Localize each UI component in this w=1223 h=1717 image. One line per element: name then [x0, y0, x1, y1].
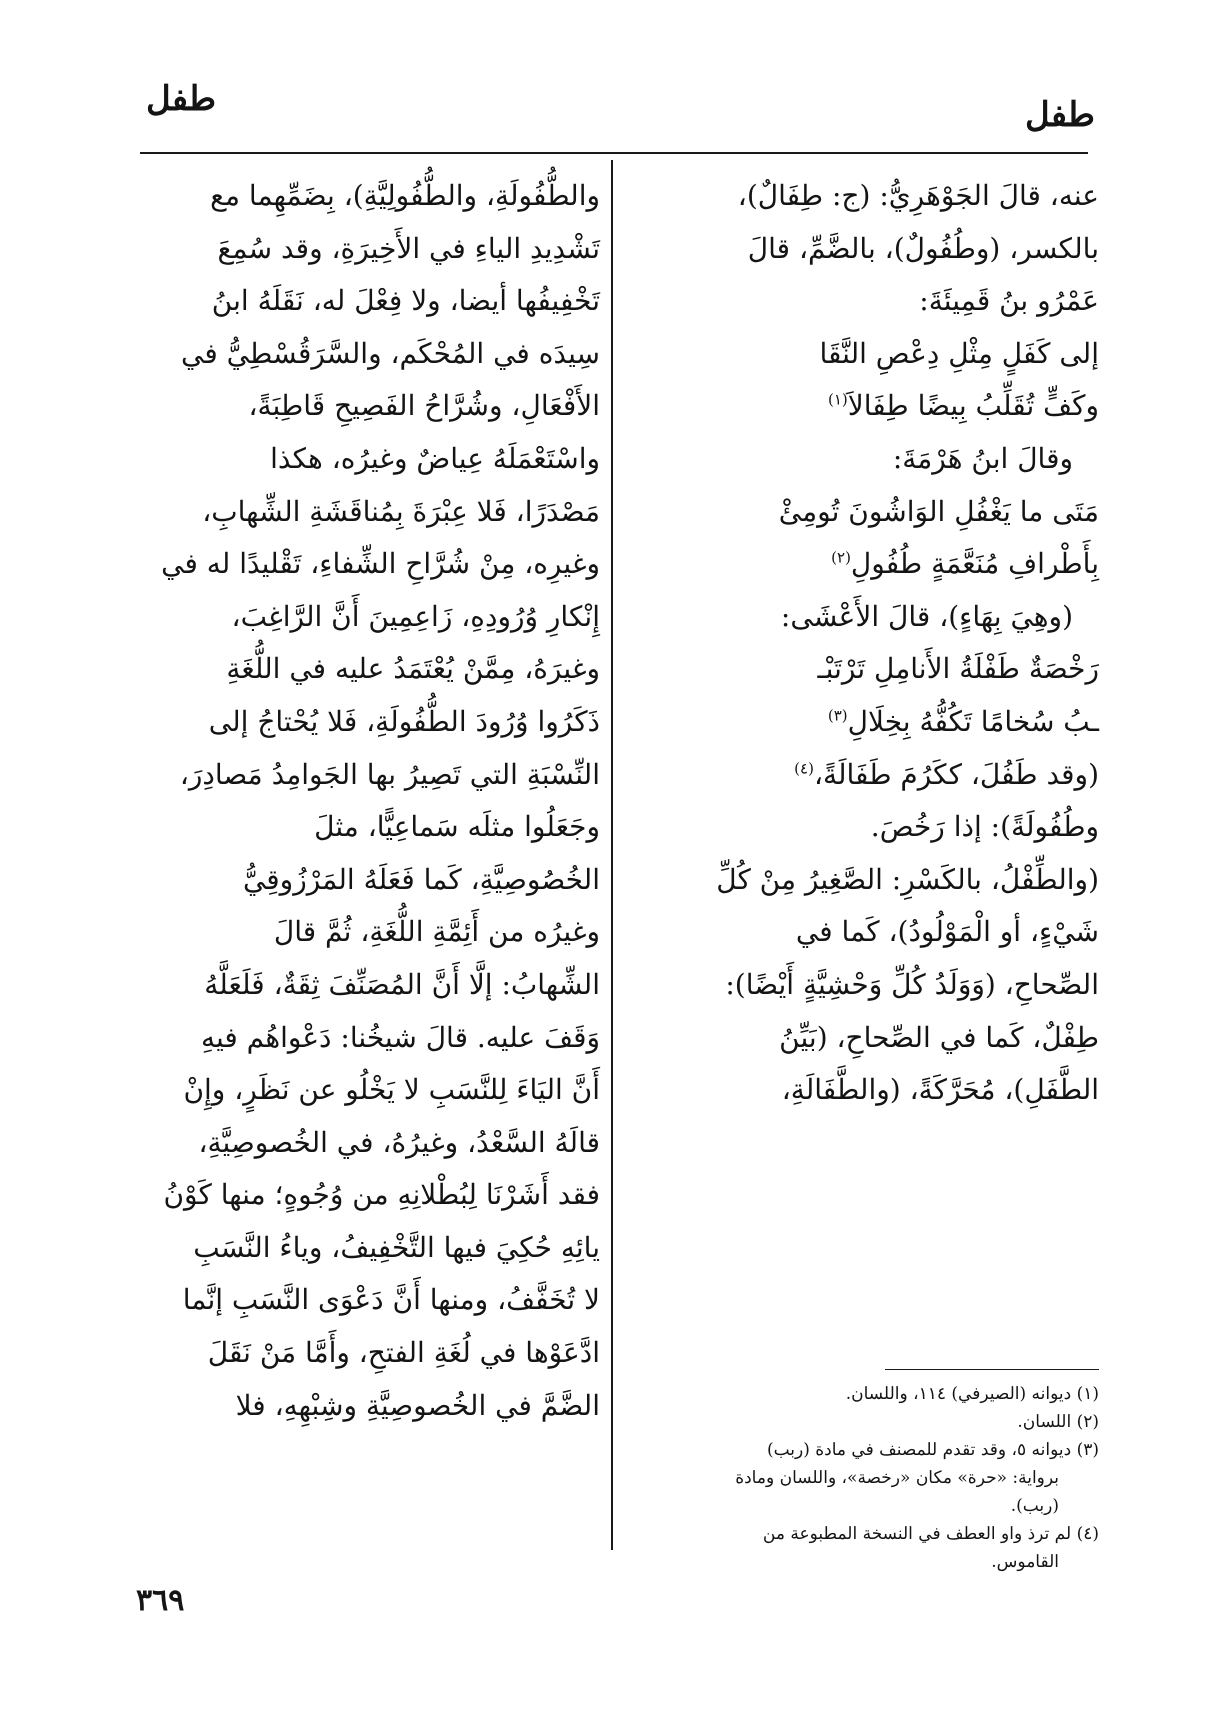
column-divider	[611, 160, 613, 1550]
text-line: الصِّحاحِ، (وَوَلَدُ كُلِّ وَحْشِيَّةٍ أَيْضًا):	[725, 967, 1099, 1001]
text-line: أَنَّ اليَاءَ لِلنَّسَبِ لا يَخْلُو عن نَظَرٍ، وإِنْ	[183, 1073, 600, 1107]
verse-hemistich: مَتَى ما يَغْفُلِ الوَاشُونَ تُومِئْ	[778, 494, 1099, 528]
text-line: تَخْفِيفُها أيضا، ولا فِعْلَ له، نَقَلَهُ ابنُ	[211, 284, 600, 318]
text-line: (والطِّفْلُ، بالكَسْرِ: الصَّغِيرُ مِنْ كُلِّ	[716, 862, 1099, 896]
line-ibn-harma	[631, 433, 1099, 486]
text-line: (وهِيَ بِهَاءٍ)، قالَ الأَعْشَى:	[780, 599, 1073, 633]
footnote-number: (٢)	[1076, 1412, 1099, 1432]
text-line: والطُّفُولَةِ، والطُّفُولِيَّةِ)، بِضَمِّهِما مع	[210, 179, 600, 212]
text-line: قالَهُ السَّعْدُ، وغيرُهُ، في الخُصوصِيَّةِ،	[198, 1125, 600, 1159]
verse-hemistich: رَخْصَةٌ طَفْلَةُ الأَنامِلِ تَرْتَبْـ	[817, 652, 1099, 686]
right-column-intro	[631, 170, 1099, 328]
verse-hemistich: ـبُ سُخامًا تَكُفُّهُ بِخِلَالِ$^{(٣)}$	[827, 704, 1099, 738]
text-line: مَصْدَرًا، فَلا عِبْرَةَ بِمُناقَشَةِ الشِّهابِ،	[202, 494, 600, 528]
text-line: وجَعَلُوا مثلَه سَماعِيًّا، مثلَ	[314, 810, 600, 844]
verse-hemistich: بِأَطْرافِ مُنَعَّمَةٍ طُفُولِ$^{(٢)}$	[831, 547, 1099, 581]
text-line: وطُفُولَةً): إذا رَخُصَ.	[870, 810, 1099, 844]
footnote-rule	[885, 1369, 1099, 1370]
text-line: بالكسر، (وطُفُولٌ)، بالضَّمِّ، قالَ	[747, 231, 1099, 265]
footnote-2	[629, 1408, 1099, 1436]
footnote-text-continued: (ربب).	[1010, 1496, 1059, 1516]
header-keyword-left: طفل	[146, 79, 217, 119]
text-line: وَقَفَ عليه. قالَ شيخُنا: دَعْواهُم فيهِ	[200, 1020, 600, 1054]
verse-hemistich: وكَفٍّ تُقَلِّبُ بِيضًا طِفَالاَ$^{(١)}$	[827, 389, 1099, 423]
text-line: فقد أَشَرْنَا لِبُطْلانِهِ من وُجُوهٍ؛ منها كَوْنُ	[163, 1178, 600, 1212]
text-line: وغيرَهُ، مِمَّنْ يُعْتَمَدُ عليه في اللُّغَةِ	[226, 652, 600, 686]
footnotes	[629, 1380, 1099, 1576]
footnote-ref: (٣)	[827, 706, 848, 725]
text-line: الخُصُوصِيَّةِ، كَما فَعَلَهُ المَرْزُوقِيُّ	[242, 862, 600, 896]
left-column-text	[140, 170, 600, 1432]
text-line: الشِّهابُ: إلَّا أَنَّ المُصَنِّفَ ثِقَةٌ، فَلَعَلَّهُ	[204, 967, 600, 1001]
text-line: سِيدَه في المُحْكَم، والسَّرَقُسْطِيُّ في	[181, 336, 600, 370]
footnote-text-continued: برواية: «حرة» مكان «رخصة»، واللسان ومادة	[735, 1468, 1059, 1488]
footnote-ref: (١)	[827, 391, 848, 410]
text-line: الطَّفَلِ)، مُحَرَّكَةً، (والطَّفَالَةِ،	[781, 1073, 1099, 1107]
header-keyword-right: طفل	[1024, 95, 1095, 135]
verse-asha	[631, 643, 1099, 748]
header-rule	[140, 152, 1088, 154]
footnote-ref: (٢)	[831, 548, 851, 567]
page-number: ٣٦٩	[136, 1583, 185, 1618]
footnote-ref: (٤)	[794, 759, 814, 778]
text-line: ادَّعَوْها في لُغَةِ الفتحِ، وأَمَّا مَنْ نَقَلَ	[207, 1336, 600, 1370]
footnote-number: (٣)	[1076, 1440, 1099, 1460]
footnote-4	[629, 1520, 1099, 1576]
text-line: شَيْءٍ، أو الْمَوْلُودُ)، كَما في	[795, 915, 1099, 949]
text-line: يائِهِ حُكِيَ فيها التَّخْفِيفُ، وياءُ النَّسَبِ	[193, 1230, 600, 1264]
line-asha	[631, 591, 1099, 644]
footnote-number: (٤)	[1076, 1524, 1099, 1544]
footnote-number: (١)	[1076, 1384, 1099, 1404]
text-line: وغيرُه من أَئِمَّةِ اللُّغَةِ، ثُمَّ قالَ	[273, 915, 600, 949]
text-line: النِّسْبَةِ التي تَصِيرُ بها الجَوامِدُ مَصادِرَ،	[179, 757, 600, 791]
footnote-3	[629, 1436, 1099, 1520]
footnote-text: ديوانه ٥، وقد تقدم للمصنف في مادة (ربب)	[766, 1440, 1072, 1460]
text-line: ذَكَرُوا وُرُودَ الطُّفُولَةِ، فَلا يُحْتاجُ إلى	[208, 704, 600, 738]
text-line: الأَفْعَالِ، وشُرَّاحُ الفَصِيحِ قَاطِبَةً،	[248, 389, 600, 423]
text-line: لا تُخَفَّفُ، ومنها أَنَّ دَعْوَى النَّسَبِ إنَّما	[182, 1283, 600, 1317]
verse-hemistich: إلى كَفَلٍ مِثْلِ دِعْصِ النَّقَا	[819, 336, 1099, 370]
text-line: طِفْلٌ، كَما في الصِّحاحِ، (بَيِّنُ	[779, 1020, 1099, 1054]
verse-amr	[631, 328, 1099, 433]
text-line: تَشْدِيدِ الياءِ في الأَخِيرَةِ، وقد سُمِعَ	[217, 231, 600, 265]
left-column	[140, 170, 600, 1432]
right-column-definition	[631, 749, 1099, 1117]
footnote-text: ديوانه (الصيرفي) ١١٤، واللسان.	[845, 1384, 1072, 1404]
footnote-text: لم ترذ واو العطف في النسخة المطبوعة من	[762, 1524, 1072, 1544]
footnote-text: اللسان.	[1017, 1412, 1072, 1432]
verse-ibn-harma	[631, 486, 1099, 591]
text-line: إِنْكارِ وُرُودِهِ، زَاعِمِينَ أَنَّ الرَّاغِبَ،	[231, 599, 600, 633]
text-line: وغيرِه، مِنْ شُرَّاحِ الشِّفاءِ، تَقْليدًا له في	[161, 547, 600, 581]
right-column	[631, 170, 1099, 1117]
text-line: وقالَ ابنُ هَرْمَةَ:	[892, 441, 1073, 475]
footnote-1	[629, 1380, 1099, 1408]
text-line: الضَّمَّ في الخُصوصِيَّةِ وشِبْهِهِ، فلا	[235, 1388, 600, 1422]
text-line: عَمْرُو بنُ قَمِيئَةَ:	[919, 284, 1099, 318]
text-line: عنه، قالَ الجَوْهَرِيُّ: (ج: طِفَالٌ)،	[737, 179, 1099, 212]
footnote-text-continued: القاموس.	[991, 1552, 1059, 1572]
text-line: واسْتَعْمَلَهُ عِياضٌ وغيرُه، هكذا	[270, 441, 600, 475]
text-line: (وقد طَفُلَ، ككَرُمَ طَفَالَةً،$^{(٤)}$	[794, 757, 1099, 791]
